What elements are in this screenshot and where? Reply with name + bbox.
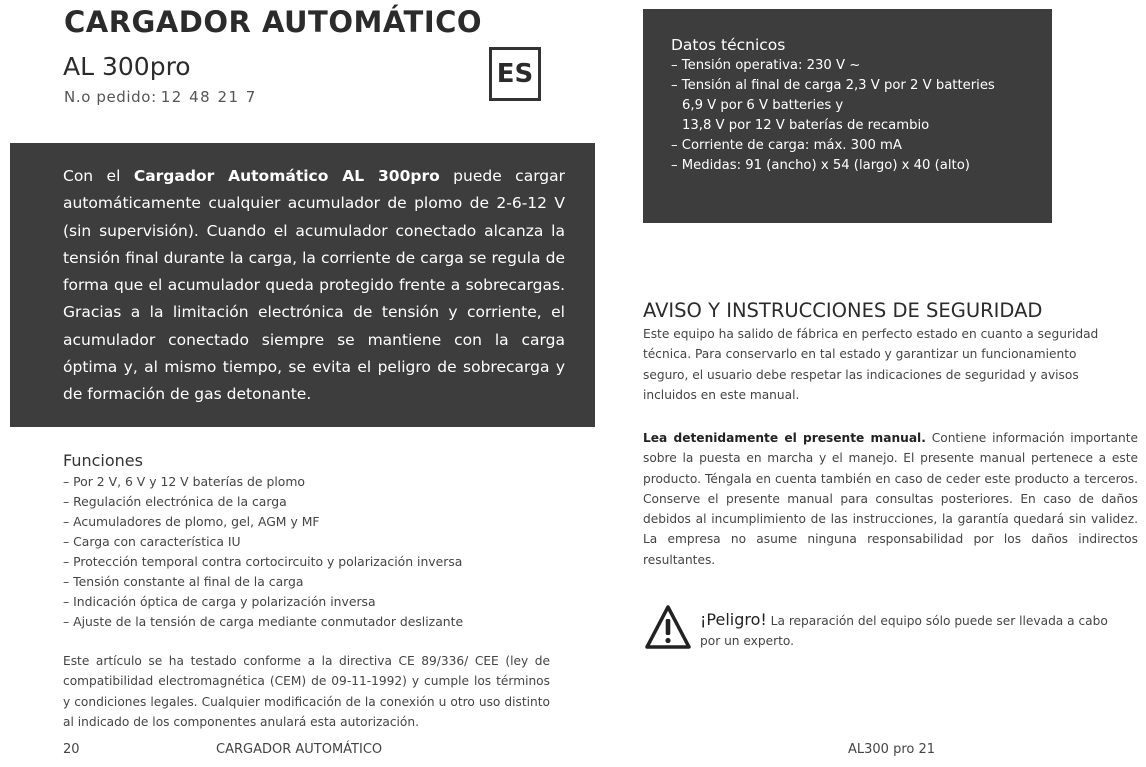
certification-text: Este artículo se ha testado conforme a la directiva CE 89/336/ CEE (ley de compatibilidad electromagnética (CEM) de 09-11-1992) y cumple los términos y condiciones legales. Cualquier modificación de la conexión u otro uso distinto al indicado de los componentes anulará esta autorización. (63, 654, 550, 729)
tech-data-box (643, 9, 1052, 223)
functions-title: Funciones (63, 451, 143, 470)
tech-data-list (671, 56, 1042, 176)
list-item: – Indicación óptica de carga y polarización inversa (63, 594, 376, 609)
right-running-title: AL300 pro 21 (848, 742, 936, 757)
order-number-line (64, 88, 257, 106)
intro-paragraph (63, 163, 565, 409)
model-name: AL 300pro (63, 52, 191, 81)
order-label: N.o pedido: (64, 88, 157, 106)
danger-note (700, 610, 1130, 651)
safety-paragraph-2-body: Contiene información importante sobre la puesta en marcha y el manejo. El presente manual pertenece a este producto. Téngala en cuenta también en caso de ceder este producto a terceros. Conserve el presente manual para consultas posteriores. En caso de daños debidos al incumplimiento de las instrucciones, la garantía quedará sin validez. La empresa no asume ninguna responsabilidad por los daños indirectos resultantes. (643, 431, 1139, 567)
danger-text: La reparación del equipo sólo puede ser llevada a cabo por un experto. (700, 614, 1108, 648)
left-page-number: 20 (63, 742, 80, 757)
tech-data-title: Datos técnicos (671, 36, 786, 54)
list-item: – Tensión operativa: 230 V ~ (671, 58, 861, 73)
language-badge: ES (489, 47, 541, 101)
list-item: – Acumuladores de plomo, gel, AGM y MF (63, 514, 320, 529)
list-item: – Regulación electrónica de la carga (63, 494, 287, 509)
list-item: – Tensión constante al final de la carga (63, 574, 304, 589)
safety-title: AVISO Y INSTRUCCIONES DE SEGURIDAD (643, 299, 1043, 322)
safety-paragraph-2 (643, 428, 1138, 570)
list-item: – Corriente de carga: máx. 300 mA (671, 138, 902, 153)
intro-product-name: Cargador Automático AL 300pro (133, 167, 440, 185)
functions-list (63, 472, 483, 632)
safety-paragraph-2-lead: Lea detenidamente el presente manual. (643, 431, 926, 445)
danger-word: ¡Peligro! (700, 610, 767, 629)
list-item: – Por 2 V, 6 V y 12 V baterías de plomo (63, 474, 306, 489)
intro-prefix: Con el (63, 167, 134, 185)
list-item: 6,9 V por 6 V batteries y (682, 98, 844, 113)
order-number: 12 48 21 7 (160, 88, 257, 106)
page-title: CARGADOR AUTOMÁTICO (64, 5, 483, 39)
safety-paragraph-1: Este equipo ha salido de fábrica en perfecto estado en cuanto a seguridad técnica. Para conservarlo en tal estado y garantizar un funcionamiento seguro, el usuario debe respetar las indicaciones de seguridad y avisos incluidos en este manual. (643, 327, 1099, 402)
list-item: – Tensión al final de carga 2,3 V por 2 V batteries (671, 78, 995, 93)
left-running-title: CARGADOR AUTOMÁTICO (216, 742, 383, 757)
list-item: – Carga con característica IU (63, 534, 241, 549)
list-item: – Protección temporal contra cortocircuito y polarización inversa (63, 554, 463, 569)
list-item: – Medidas: 91 (ancho) x 54 (largo) x 40 (alto) (671, 158, 970, 173)
list-item: 13,8 V por 12 V baterías de recambio (682, 118, 930, 133)
intro-box (10, 143, 595, 427)
list-item: – Ajuste de la tensión de carga mediante conmutador deslizante (63, 614, 464, 629)
warning-triangle-icon (644, 604, 692, 650)
intro-body: puede cargar automáticamente cualquier acumulador de plomo de 2-6-12 V (sin supervisión). Cuando el acumulador conectado alcanza la tensión final durante la carga, la corriente de carga se regula de forma que el acumulador queda protegido frente a sobrecargas. Gracias a la limitación electrónica de tensión y corriente, el acumulador conectado siempre se mantiene con la carga óptima y, al mismo tiempo, se evita el peligro de sobrecarga y de formación de gas detonante. (63, 167, 566, 404)
